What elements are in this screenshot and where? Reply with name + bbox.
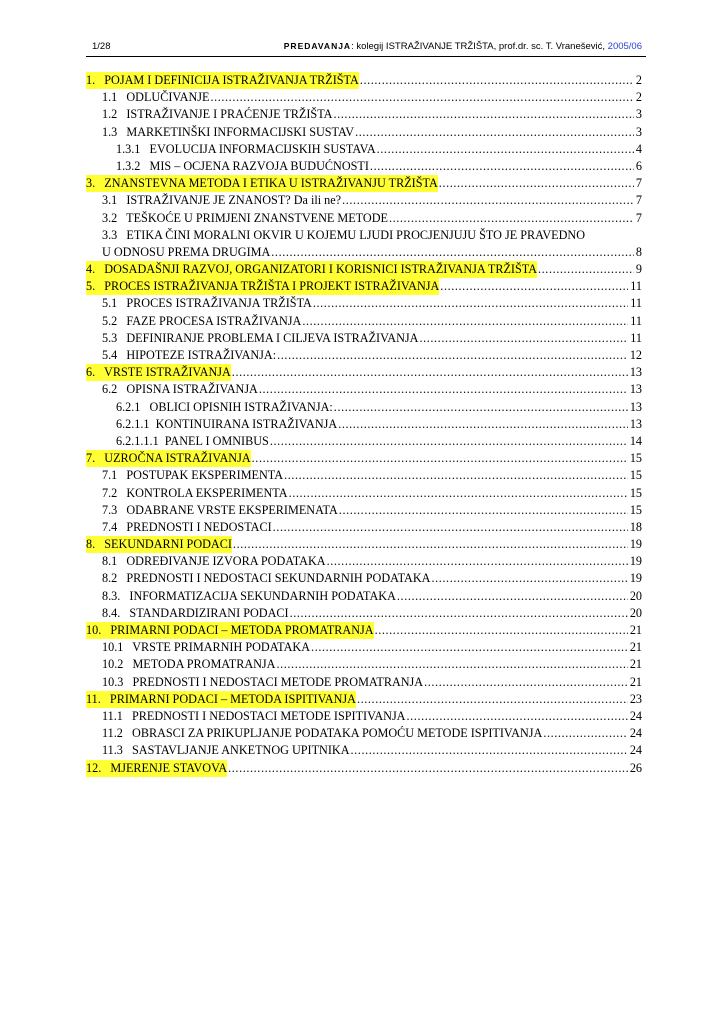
- toc-entry-title: 7. UZROČNA ISTRAŽIVANJA: [86, 450, 251, 467]
- toc-page-number: 13: [629, 416, 642, 431]
- toc-dot-leader: [342, 192, 634, 209]
- toc-entry[interactable]: [86, 399, 642, 416]
- toc-page-number: 11: [630, 313, 642, 328]
- toc-page-number: 13: [629, 365, 642, 380]
- toc-entry-number: 3.3: [102, 227, 127, 242]
- toc-entry-title: ETIKA ČINI MORALNI OKVIR U KOJEMU LJUDI PROCJENJUJU ŠTO JE PRAVEDNO: [126, 227, 586, 242]
- toc-entry-title: 5.4 HIPOTEZE ISTRAŽIVANJA:: [102, 348, 277, 362]
- toc-entry-title: 11.3 SASTAVLJANJE ANKETNOG UPITNIKA: [102, 743, 350, 758]
- toc-entry-title: 8.4. STANDARDIZIRANI PODACI: [102, 605, 289, 620]
- table-of-contents: [86, 72, 642, 777]
- toc-entry[interactable]: [86, 175, 642, 192]
- toc-entry-title: 5.2 FAZE PROCESA ISTRAŽIVANJA: [102, 313, 302, 328]
- toc-dot-leader: [270, 433, 628, 450]
- toc-page-number: 12: [629, 348, 642, 362]
- toc-entry[interactable]: [86, 124, 642, 141]
- toc-dot-leader: [419, 330, 628, 347]
- toc-dot-leader: [377, 141, 634, 158]
- toc-dot-leader: [313, 295, 628, 312]
- toc-page-number: 15: [629, 468, 642, 483]
- toc-dot-leader: [289, 485, 628, 502]
- toc-dot-leader: [339, 502, 628, 519]
- toc-page-number: 24: [629, 708, 642, 723]
- toc-entry-title: 10. PRIMARNI PODACI – METODA PROMATRANJA: [86, 622, 374, 639]
- toc-dot-leader: [357, 691, 628, 708]
- toc-entry[interactable]: [86, 106, 642, 123]
- toc-dot-leader: [351, 742, 628, 759]
- toc-entry-title: 6.2.1.1.1 PANEL I OMNIBUS: [116, 433, 269, 448]
- toc-entry[interactable]: [86, 347, 642, 364]
- toc-dot-leader: [228, 760, 628, 777]
- toc-entry[interactable]: [86, 725, 642, 742]
- toc-entry[interactable]: [86, 622, 642, 639]
- toc-entry[interactable]: [86, 605, 642, 622]
- toc-entry-title: 3. ZNANSTEVNA METODA I ETIKA U ISTRAŽIVANJU TRŽIŠTA: [86, 175, 438, 192]
- toc-dot-leader: [338, 416, 628, 433]
- toc-dot-leader: [355, 124, 634, 141]
- toc-page-number: 19: [629, 571, 642, 586]
- page-header: [86, 38, 646, 57]
- toc-entry-title: 3.1 ISTRAŽIVANJE JE ZNANOST? Da ili ne?: [102, 193, 342, 208]
- toc-entry[interactable]: [86, 210, 642, 227]
- toc-entry[interactable]: [86, 760, 642, 777]
- toc-dot-leader: [290, 605, 628, 622]
- toc-entry[interactable]: [86, 381, 642, 398]
- toc-page-number: 13: [629, 399, 642, 414]
- toc-entry[interactable]: [86, 450, 642, 467]
- toc-entry[interactable]: [86, 278, 642, 295]
- toc-entry-title: 8.2 PREDNOSTI I NEDOSTACI SEKUNDARNIH PODATAKA: [102, 571, 431, 586]
- toc-page-number: 24: [629, 743, 642, 758]
- toc-page-number: 15: [629, 502, 642, 517]
- toc-entry[interactable]: [86, 742, 642, 759]
- toc-entry[interactable]: [86, 295, 642, 312]
- toc-dot-leader: [284, 467, 628, 484]
- toc-entry[interactable]: [86, 588, 642, 605]
- toc-entry-title: 6.2.1.1 KONTINUIRANA ISTRAŽIVANJA: [116, 416, 338, 431]
- toc-entry-title: 8.3. INFORMATIZACIJA SEKUNDARNIH PODATAKA: [102, 588, 396, 603]
- toc-entry[interactable]: [86, 639, 642, 656]
- toc-entry[interactable]: [86, 158, 642, 175]
- toc-page-number: 14: [629, 433, 642, 448]
- toc-entry-title: 10.2 METODA PROMATRANJA: [102, 657, 276, 672]
- toc-entry-title: 12. MJERENJE STAVOVA: [86, 760, 227, 777]
- toc-entry[interactable]: [86, 674, 642, 691]
- toc-page-number: 21: [629, 674, 642, 689]
- toc-page-number: 8: [635, 244, 642, 259]
- toc-page-number: 4: [635, 141, 642, 156]
- toc-dot-leader: [302, 313, 628, 330]
- toc-entry-title: 7.1 POSTUPAK EKSPERIMENTA: [102, 468, 284, 483]
- toc-page-number: 2: [635, 73, 642, 87]
- toc-entry-title: 6.2.1 OBLICI OPISNIH ISTRAŽIVANJA:: [116, 399, 333, 414]
- toc-entry-title: 7.4 PREDNOSTI I NEDOSTACI: [102, 519, 272, 534]
- toc-page-number: 11: [630, 279, 642, 294]
- toc-entry-title: 1.1 ODLUČIVANJE: [102, 90, 210, 105]
- toc-entry[interactable]: [86, 467, 642, 484]
- toc-dot-leader: [389, 210, 634, 227]
- toc-dot-leader: [370, 158, 634, 175]
- toc-entry[interactable]: [86, 313, 642, 330]
- toc-entry-title: 6.2 OPISNA ISTRAŽIVANJA: [102, 382, 258, 397]
- header-colon: :: [351, 41, 357, 52]
- toc-page-number: 26: [629, 760, 642, 775]
- toc-entry-title: 11. PRIMARNI PODACI – METODA ISPITIVANJA: [86, 691, 356, 708]
- toc-entry[interactable]: [86, 192, 642, 209]
- header-year: 2005/06: [607, 41, 642, 52]
- toc-entry[interactable]: [86, 553, 642, 570]
- toc-dot-leader: [273, 519, 628, 536]
- toc-dot-leader: [210, 89, 633, 106]
- toc-entry-title: 1.3.1 EVOLUCIJA INFORMACIJSKIH SUSTAVA: [116, 141, 376, 156]
- toc-dot-leader: [360, 72, 634, 89]
- toc-page-number: 20: [629, 605, 642, 620]
- toc-dot-leader: [431, 570, 627, 587]
- toc-dot-leader: [538, 261, 634, 278]
- toc-entry[interactable]: [86, 416, 642, 433]
- toc-dot-leader: [311, 639, 628, 656]
- toc-page-number: 18: [629, 519, 642, 534]
- header-label: PREDAVANJA: [283, 41, 352, 51]
- toc-entry-title: 10.3 PREDNOSTI I NEDOSTACI METODE PROMATRANJA: [102, 674, 424, 689]
- toc-page-number: 19: [629, 537, 642, 552]
- toc-entry-title: 5. PROCES ISTRAŽIVANJA TRŽIŠTA I PROJEKT ISTRAŽIVANJA: [86, 278, 439, 295]
- toc-dot-leader: [375, 622, 628, 639]
- toc-dot-leader: [440, 278, 628, 295]
- toc-page-number: 6: [635, 158, 642, 173]
- toc-entry-title: 1.2 ISTRAŽIVANJE I PRAĆENJE TRŽIŠTA: [102, 107, 333, 122]
- toc-entry[interactable]: [86, 519, 642, 536]
- header-info: [284, 41, 642, 52]
- toc-entry[interactable]: [86, 502, 642, 519]
- toc-entry-title: 6. VRSTE ISTRAŽIVANJA: [86, 364, 231, 381]
- toc-page-number: 7: [635, 176, 642, 191]
- toc-entry[interactable]: [86, 364, 642, 381]
- toc-entry-title: 1.3.2 MIS – OCJENA RAZVOJA BUDUĆNOSTI: [116, 158, 369, 173]
- toc-entry-title: 1.3 MARKETINŠKI INFORMACIJSKI SUSTAV: [102, 124, 355, 139]
- toc-entry-title: 11.1 PREDNOSTI I NEDOSTACI METODE ISPITIVANJA: [102, 708, 406, 723]
- toc-dot-leader: [252, 450, 628, 467]
- toc-dot-leader: [259, 381, 628, 398]
- toc-dot-leader: [333, 106, 633, 123]
- toc-page-number: 15: [629, 485, 642, 500]
- toc-page-number: 21: [629, 623, 642, 637]
- toc-entry-title: 4. DOSADAŠNJI RAZVOJ, ORGANIZATORI I KORISNICI ISTRAŽIVANJA TRŽIŠTA: [86, 261, 537, 278]
- toc-page-number: 3: [635, 107, 642, 122]
- toc-page-number: 2: [635, 90, 642, 105]
- header-course: kolegij ISTRAŽIVANJE TRŽIŠTA, prof.dr. sc. T. Vranešević,: [356, 41, 606, 52]
- toc-dot-leader: [276, 656, 627, 673]
- toc-page-number: 24: [629, 726, 642, 741]
- toc-dot-leader: [327, 553, 628, 570]
- toc-dot-leader: [277, 347, 628, 364]
- toc-dot-leader: [232, 364, 628, 381]
- toc-entry-title: 7.2 KONTROLA EKSPERIMENTA: [102, 485, 288, 500]
- toc-entry-title: 5.3 DEFINIRANJE PROBLEMA I CILJEVA ISTRAŽIVANJA: [102, 330, 419, 345]
- toc-entry-title: 11.2 OBRASCI ZA PRIKUPLJANJE PODATAKA POMOĆU METODE ISPITIVANJA: [102, 726, 543, 741]
- toc-entry[interactable]: [86, 656, 642, 673]
- toc-entry-title: 1. POJAM I DEFINICIJA ISTRAŽIVANJA TRŽIŠTA: [86, 72, 359, 89]
- toc-page-number: 13: [629, 382, 642, 397]
- toc-dot-leader: [233, 536, 628, 553]
- toc-page-number: 21: [629, 657, 642, 672]
- toc-entry[interactable]: [86, 72, 642, 89]
- toc-entry-title: 5.1 PROCES ISTRAŽIVANJA TRŽIŠTA: [102, 296, 312, 311]
- toc-entry-title: 3.2 TEŠKOĆE U PRIMJENI ZNANSTVENE METODE: [102, 210, 388, 225]
- toc-dot-leader: [334, 399, 628, 416]
- toc-entry-title-line[interactable]: [86, 227, 642, 244]
- toc-page-number: 19: [629, 554, 642, 569]
- toc-page-number: 15: [629, 451, 642, 466]
- toc-dot-leader: [397, 588, 628, 605]
- toc-entry[interactable]: [86, 261, 642, 278]
- toc-entry[interactable]: [86, 570, 642, 587]
- toc-dot-leader: [271, 244, 634, 261]
- toc-page-number: 23: [629, 691, 642, 706]
- toc-page-number: 7: [635, 193, 642, 208]
- toc-dot-leader: [439, 175, 634, 192]
- page-number: 1/28: [92, 41, 111, 52]
- toc-entry-title: 8. SEKUNDARNI PODACI: [86, 536, 232, 553]
- toc-entry[interactable]: [86, 89, 642, 106]
- toc-entry-title: 10.1 VRSTE PRIMARNIH PODATAKA: [102, 640, 311, 655]
- toc-entry-title: 8.1 ODREĐIVANJE IZVORA PODATAKA: [102, 554, 326, 569]
- toc-page-number: 7: [635, 210, 642, 225]
- toc-dot-leader: [543, 725, 628, 742]
- toc-entry[interactable]: [86, 485, 642, 502]
- toc-page-number: 11: [630, 296, 642, 311]
- toc-entry[interactable]: [86, 691, 642, 708]
- toc-dot-leader: [424, 674, 628, 691]
- toc-entry[interactable]: [86, 433, 642, 450]
- toc-page-number: 3: [635, 124, 642, 139]
- toc-entry[interactable]: [86, 330, 642, 347]
- toc-page-number: 9: [635, 262, 642, 277]
- toc-entry[interactable]: [86, 244, 642, 261]
- toc-entry-title: U ODNOSU PREMA DRUGIMA: [102, 244, 271, 259]
- toc-page-number: 21: [629, 640, 642, 655]
- toc-entry[interactable]: [86, 708, 642, 725]
- toc-dot-leader: [407, 708, 628, 725]
- toc-page-number: 11: [630, 330, 642, 345]
- toc-entry[interactable]: [86, 536, 642, 553]
- toc-entry[interactable]: [86, 141, 642, 158]
- toc-entry-title: 7.3 ODABRANE VRSTE EKSPERIMENATA: [102, 502, 338, 517]
- toc-page-number: 20: [629, 588, 642, 603]
